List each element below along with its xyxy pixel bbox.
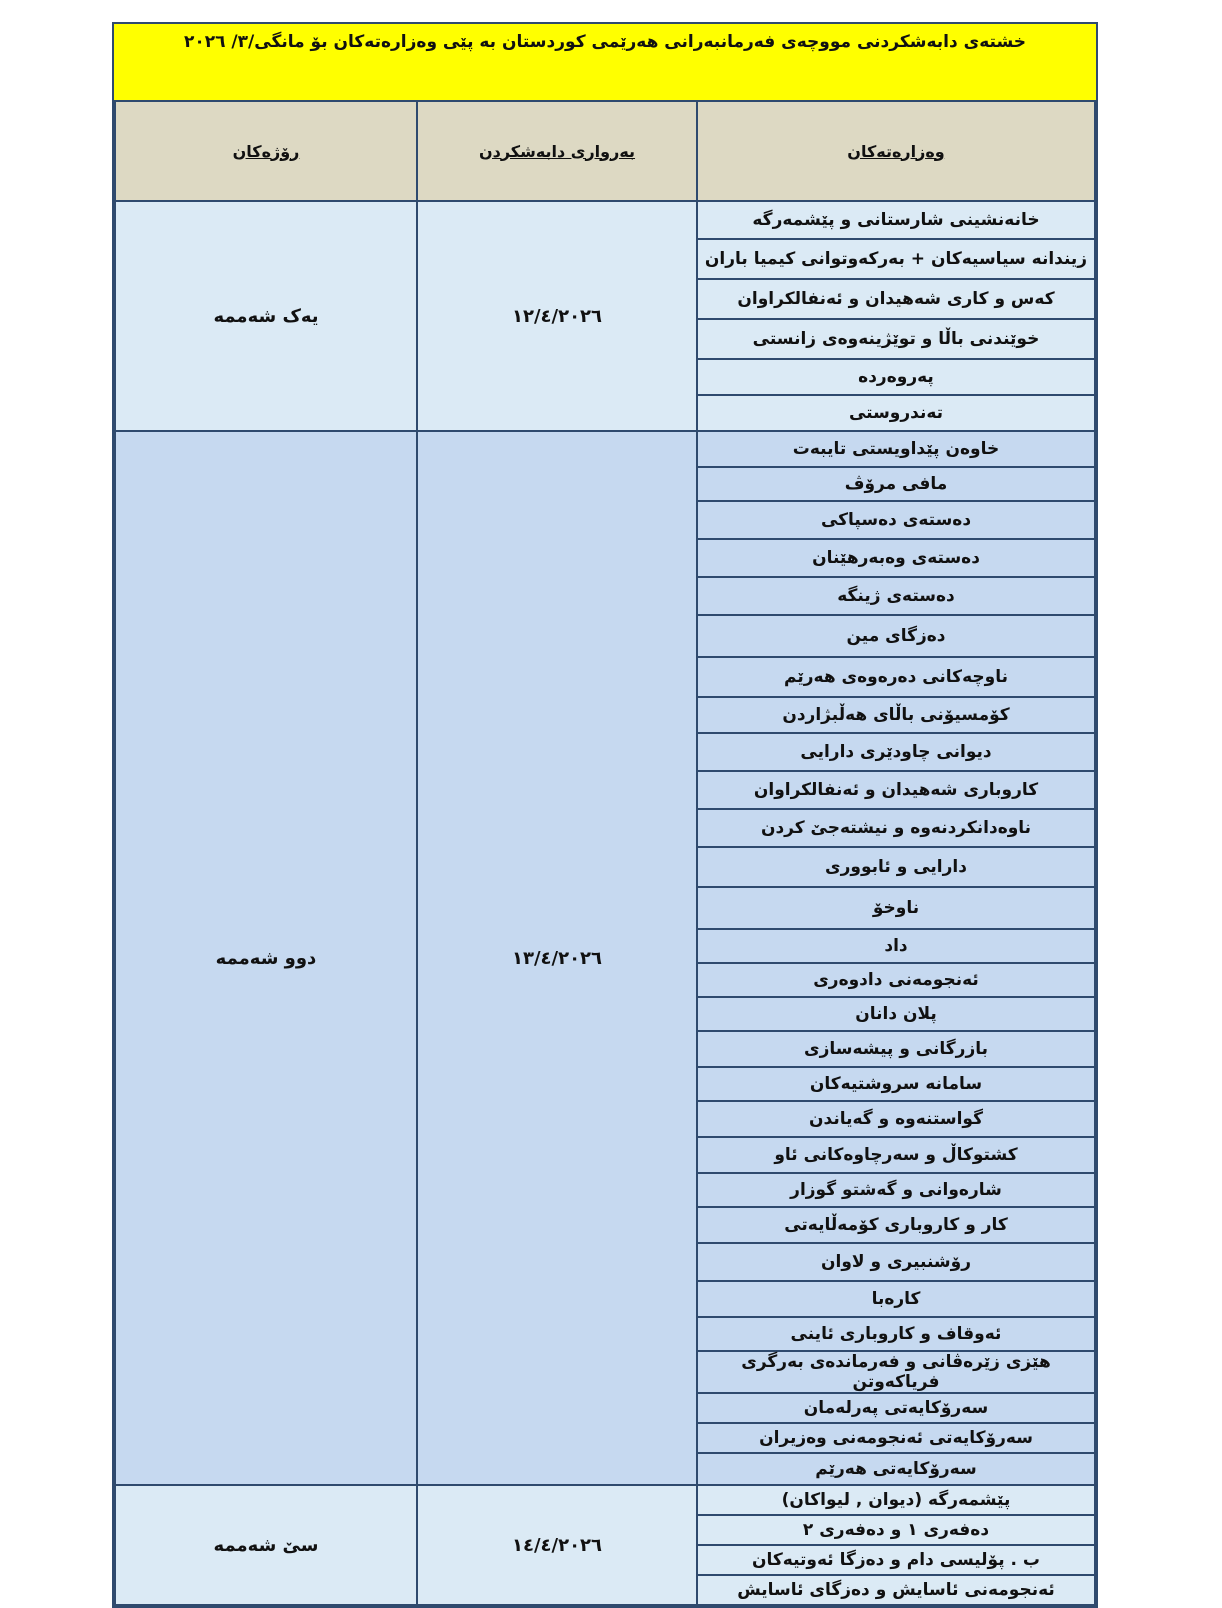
ministry-cell: تەندروستی — [697, 395, 1095, 431]
table-row — [115, 201, 1095, 239]
table-row — [115, 431, 1095, 467]
ministry-cell: کاروباری شەهیدان و ئەنفالکراوان — [697, 771, 1095, 809]
header-ministries: وەزارەتەکان — [697, 102, 1095, 201]
ministry-cell: مافی مرۆڤ — [697, 467, 1095, 501]
sheet-title: خشتەی دابەشکردنی مووچەی فەرمانبەرانی هەرێمی کوردستان بە پێی وەزارەتەکان بۆ مانگی/٣/ ٢٠٢٦ — [114, 24, 1096, 102]
ministry-cell: دەزگای مین — [697, 615, 1095, 657]
ministry-cell: کۆمسیۆنی باڵای هەڵبژاردن — [697, 697, 1095, 733]
ministry-cell: زیندانە سیاسیەکان + بەرکەوتوانی کیمیا باران — [697, 239, 1095, 279]
ministry-cell: رۆشنبیری و لاوان — [697, 1243, 1095, 1281]
ministry-cell: کار و کاروباری کۆمەڵایەتی — [697, 1207, 1095, 1243]
header-date: بەرواری دابەشکردن — [417, 102, 697, 201]
distribution-day: سێ شەممە — [115, 1485, 417, 1605]
ministry-cell: خانەنشینی شارستانی و پێشمەرگە — [697, 201, 1095, 239]
distribution-date: ١٣/٤/٢٠٢٦ — [417, 431, 697, 1485]
distribution-date: ١٢/٤/٢٠٢٦ — [417, 201, 697, 431]
ministry-cell: سەرۆکایەتی پەرلەمان — [697, 1393, 1095, 1423]
header-row — [115, 102, 1095, 201]
ministry-cell: سەرۆکایەتی ئەنجومەنی وەزیران — [697, 1423, 1095, 1453]
distribution-day: یەک شەممە — [115, 201, 417, 431]
ministry-cell: ب . پۆلیسی دام و دەزگا ئەوتیەکان — [697, 1545, 1095, 1575]
ministry-cell: دەستەی دەسپاکی — [697, 501, 1095, 539]
ministry-cell: پێشمەرگە (دیوان , لیواکان) — [697, 1485, 1095, 1515]
ministry-cell: خوێندنی باڵا و توێژینەوەی زانستی — [697, 319, 1095, 359]
ministry-cell: ناوەدانکردنەوە و نیشتەجێ کردن — [697, 809, 1095, 847]
ministry-cell: سەرۆکایەتی هەرێم — [697, 1453, 1095, 1485]
ministry-cell: شارەوانی و گەشتو گوزار — [697, 1173, 1095, 1207]
ministry-cell: ناوچەکانی دەرەوەی هەرێم — [697, 657, 1095, 697]
ministry-cell: سامانە سروشتیەکان — [697, 1067, 1095, 1101]
schedule-table — [114, 102, 1096, 1606]
header-days: رۆژەکان — [115, 102, 417, 201]
ministry-cell: دەستەی وەبەرهێنان — [697, 539, 1095, 577]
ministry-cell: کارەبا — [697, 1281, 1095, 1317]
ministry-cell: ناوخۆ — [697, 887, 1095, 929]
ministry-cell: ئەنجومەنی ئاسایش و دەزگای ئاسایش — [697, 1575, 1095, 1605]
ministry-cell: پلان دانان — [697, 997, 1095, 1031]
table-row — [115, 1485, 1095, 1515]
ministry-cell: کەس و کاری شەهیدان و ئەنفالکراوان — [697, 279, 1095, 319]
ministry-cell: ئەوقاف و کاروباری ئاینی — [697, 1317, 1095, 1351]
distribution-date: ١٤/٤/٢٠٢٦ — [417, 1485, 697, 1605]
ministry-cell: ئەنجومەنی دادوەری — [697, 963, 1095, 997]
ministry-cell: دەستەی ژینگە — [697, 577, 1095, 615]
distribution-sheet — [112, 22, 1098, 1608]
ministry-cell: دەفەری ١ و دەفەری ٢ — [697, 1515, 1095, 1545]
ministry-cell: کشتوکاڵ و سەرچاوەکانی ئاو — [697, 1137, 1095, 1173]
ministry-cell: پەروەردە — [697, 359, 1095, 395]
ministry-cell: خاوەن پێداویستی تایبەت — [697, 431, 1095, 467]
ministry-cell: دیوانی چاودێری دارایی — [697, 733, 1095, 771]
ministry-cell: دارایی و ئابووری — [697, 847, 1095, 887]
distribution-day: دوو شەممە — [115, 431, 417, 1485]
ministry-cell: هێزی زێرەڤانی و فەرماندەی بەرگری فریاکەوتن — [697, 1351, 1095, 1393]
ministry-cell: داد — [697, 929, 1095, 963]
ministry-cell: گواستنەوە و گەیاندن — [697, 1101, 1095, 1137]
ministry-cell: بازرگانی و پیشەسازی — [697, 1031, 1095, 1067]
